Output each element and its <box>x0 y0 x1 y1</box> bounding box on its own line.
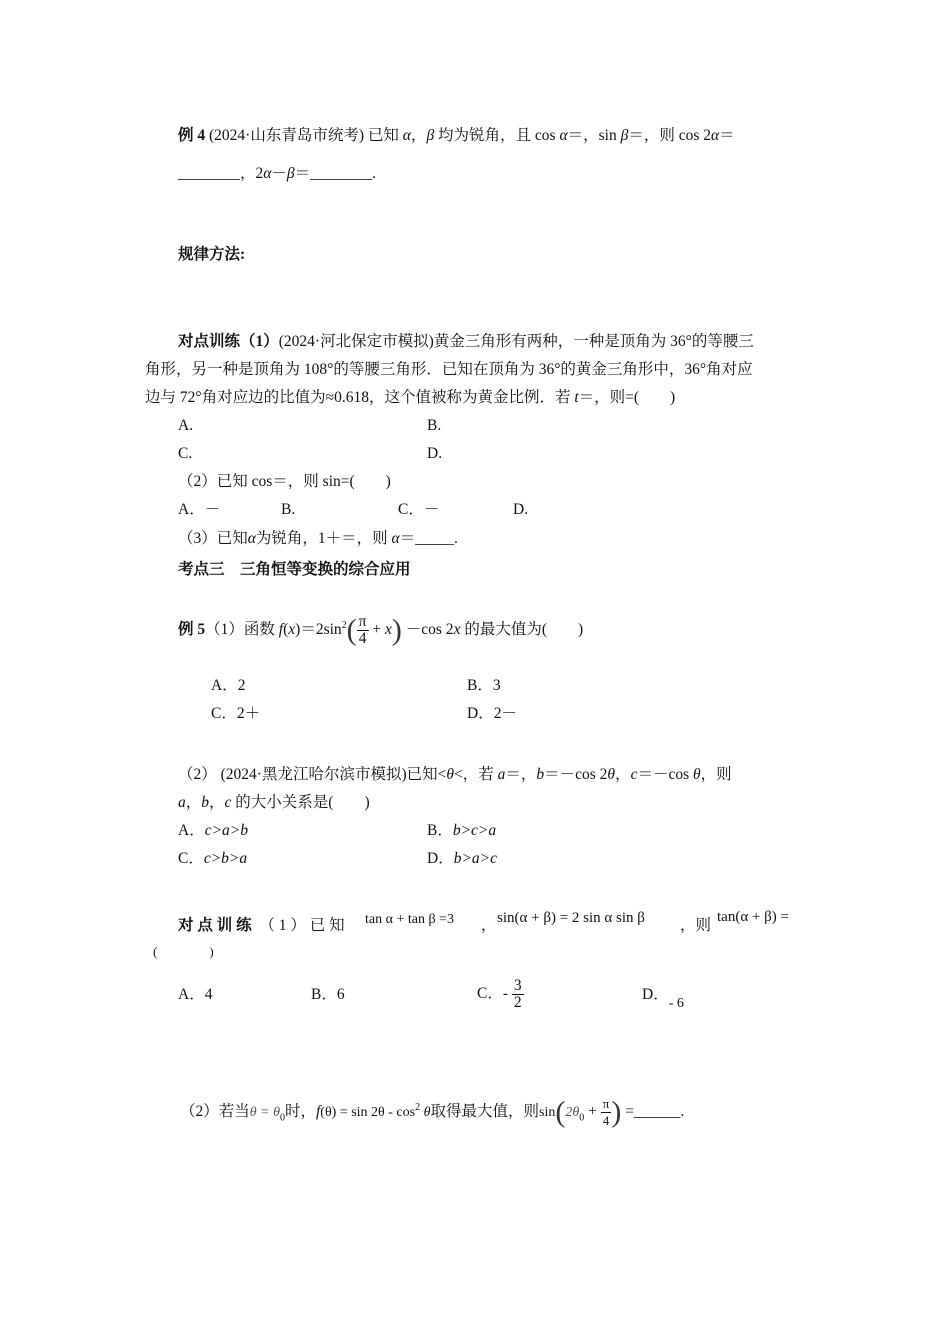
fraction-3-over-2 <box>512 978 524 1011</box>
option-letter: B． <box>427 822 453 839</box>
source-tag: (2024·山东青岛市统考) <box>209 127 365 144</box>
var-f: f <box>278 621 284 639</box>
ex5-option-d[interactable]: D．2－ <box>467 705 517 722</box>
text: . <box>372 165 377 182</box>
denominator: 2 <box>513 993 522 1011</box>
training-1-line-1 <box>178 332 754 352</box>
option-letter: C． <box>178 850 204 867</box>
left-paren: ( <box>555 1095 566 1129</box>
text: － <box>271 165 287 182</box>
text: ＝ <box>399 530 416 547</box>
var-alpha: α <box>559 127 568 144</box>
subscript: 0 <box>279 1112 285 1124</box>
var-theta: θ <box>693 766 701 783</box>
superscript: 2 <box>341 620 347 631</box>
training-label: 对 点 训 练 <box>178 917 252 934</box>
var-a: a <box>497 766 506 783</box>
var-f: f <box>315 1103 321 1121</box>
var-theta: 2θ <box>565 1105 580 1121</box>
right-paren: ) <box>391 613 402 647</box>
superscript: 2 <box>415 1102 421 1113</box>
text: <，若 <box>453 766 498 783</box>
answer-paren: ( ) <box>153 944 214 959</box>
training-2-label-line <box>178 916 345 936</box>
option-letter: C． <box>477 985 503 1002</box>
q2-option-b[interactable]: B. <box>281 501 296 518</box>
ex5-option-c[interactable]: C．2＋ <box>211 705 261 722</box>
var-alpha: α <box>391 530 400 547</box>
option-value: b>a>c <box>453 850 498 867</box>
text: 的大小关系是( ) <box>235 794 370 811</box>
var-x: x <box>288 621 296 639</box>
text: ＝，sin <box>567 127 621 144</box>
var-beta: β <box>426 127 435 144</box>
var-alpha: α <box>263 165 272 182</box>
example-label: 例 5 <box>178 621 206 639</box>
option-value: c>a>b <box>204 822 249 839</box>
var-alpha: α <box>247 530 256 547</box>
var-theta: θ <box>446 766 454 783</box>
text: 边与 72°角对应边的比值为≈0.618，这个值被称为黄金比例．若 <box>145 389 575 406</box>
option-d[interactable]: D. <box>427 445 443 462</box>
var-alpha: α <box>710 127 720 144</box>
text: （1）函数 <box>205 621 279 639</box>
var-x: x <box>385 621 392 639</box>
q2-option-c[interactable]: C．－ <box>398 501 440 518</box>
minus: - <box>502 985 509 1002</box>
tr2-option-a[interactable]: A．4 <box>178 986 213 1003</box>
training-1-q3 <box>178 529 458 549</box>
text: （2）若当 <box>180 1103 250 1121</box>
var-theta: θ <box>607 766 616 783</box>
example-5-q2-line-2: a，b，c 的大小关系是( ) <box>178 794 370 811</box>
right-paren: ) <box>611 1095 622 1129</box>
plus: + <box>584 1103 601 1121</box>
method-heading: 规律方法: <box>178 246 246 263</box>
sin-func: sin <box>539 1105 556 1121</box>
training-label: 对点训练（1） <box>178 333 279 350</box>
option-value: - 6 <box>668 996 684 1011</box>
ex5-q2-option-b[interactable] <box>427 821 496 841</box>
numerator: π <box>358 613 367 631</box>
q2-option-a[interactable]: A．－ <box>178 501 221 518</box>
equation-tan-sum: tan α + tan β =3 <box>365 912 454 927</box>
example-5-q1: 例 5（1）函数 $f(x)=2\sin^2$( $\frac{\pi}{4}$ + x) －cos 2x 的最大值为( ) <box>178 613 584 648</box>
answer-blank[interactable]: ______ <box>633 1103 681 1121</box>
var-t: t <box>574 389 579 406</box>
text: 已知 <box>364 127 403 144</box>
text: －cos 2 <box>405 621 454 639</box>
text-comma: ， <box>481 917 497 934</box>
plus: + <box>372 621 382 639</box>
var-b: b <box>201 794 210 811</box>
left-paren: ( <box>346 613 357 647</box>
option-value: b>c>a <box>452 822 497 839</box>
equation: θ = θ <box>249 1105 280 1121</box>
text: （3）已知 <box>178 530 248 547</box>
ex5-q2-option-d[interactable] <box>427 849 497 869</box>
text: ， <box>410 127 427 144</box>
text: 为锐角，1＋＝，则 <box>255 530 392 547</box>
example-4-line-2 <box>178 164 376 184</box>
training-1-q2: （2）已知 cos＝，则 sin=( ) <box>178 473 391 490</box>
text: ＝ <box>719 127 735 144</box>
var-beta: β <box>286 165 295 182</box>
text: ＝，则=( ) <box>578 389 676 406</box>
text: (2024·河北保定市模拟)黄金三角形有两种，一种是顶角为 36°的等腰三 <box>278 333 754 350</box>
numerator: 3 <box>513 976 522 994</box>
answer-blank[interactable]: ________ <box>178 165 240 182</box>
option-b[interactable]: B. <box>427 417 442 434</box>
training-2-q2 <box>180 1088 684 1128</box>
text: ＝－cos 2 <box>544 766 608 783</box>
text: 均为锐角，且 cos <box>434 127 560 144</box>
tr2-option-b[interactable]: B．6 <box>311 986 345 1003</box>
ex5-q2-option-a[interactable] <box>178 821 248 841</box>
text: ， <box>615 766 631 783</box>
tr2-option-c[interactable] <box>477 974 524 1014</box>
answer-blank[interactable]: ________ <box>310 165 373 182</box>
var-b: b <box>536 766 545 783</box>
text: ，则 <box>700 766 732 783</box>
text: . <box>453 530 458 547</box>
denominator: 4 <box>602 1113 610 1129</box>
denominator: 4 <box>358 630 367 648</box>
var-beta: β <box>620 127 629 144</box>
text: ＝ <box>294 165 311 182</box>
training-1-line-2: 角形，另一种是顶角为 108°的等腰三角形．已知在顶角为 36°的黄金三角形中，36°角对应 <box>145 361 753 378</box>
option-value: c>b>a <box>203 850 248 867</box>
subscript: 0 <box>579 1112 585 1124</box>
training-1-line-3 <box>145 388 675 408</box>
var-c: c <box>224 794 232 811</box>
equation-tan-of-sum: tan(α + β) = <box>717 909 789 925</box>
text: （ 1 ） 已 知 <box>267 917 345 934</box>
example-4-line-1 <box>178 126 735 146</box>
text: 时， <box>284 1103 316 1121</box>
text: 取得最大值，则 <box>430 1103 539 1121</box>
ex5-option-a[interactable]: A．2 <box>211 677 246 694</box>
var-alpha: α <box>402 127 411 144</box>
tr2-option-d[interactable] <box>642 985 684 1011</box>
option-a[interactable]: A. <box>178 417 194 434</box>
example-5-q2-line-1 <box>178 765 732 785</box>
var-x: x <box>453 621 461 639</box>
ex5-q2-option-c[interactable] <box>178 849 247 869</box>
text: 则 <box>695 917 712 934</box>
q2-option-d[interactable]: D. <box>513 501 529 518</box>
section-title: 考点三 三角恒等变换的综合应用 <box>178 561 411 578</box>
option-c[interactable]: C. <box>178 445 193 462</box>
text: （2） (2024·黑龙江哈尔滨市模拟)已知< <box>178 766 447 783</box>
text: ＝－cos <box>637 766 693 783</box>
text: ＝， <box>505 766 537 783</box>
fraction-pi-over-4 <box>357 614 369 647</box>
numerator: π <box>602 1096 610 1112</box>
equals: = <box>625 1103 634 1121</box>
text: 的最大值为( ) <box>460 621 584 639</box>
option-letter: D． <box>427 850 454 867</box>
text: . <box>680 1103 685 1121</box>
text-then: ，则 <box>680 917 712 934</box>
text: )＝2sin <box>295 621 342 639</box>
var-a: a <box>178 794 186 811</box>
equation: (θ) = sin 2θ - cos <box>320 1105 416 1121</box>
var-theta: θ <box>420 1105 431 1121</box>
option-letter: D． <box>642 986 669 1003</box>
text: ，2 <box>240 165 264 182</box>
fraction-pi-over-4 <box>601 1096 612 1129</box>
equation-sin-sum: sin(α + β) = 2 sin α sin β <box>497 910 645 926</box>
text: ＝，则 cos 2 <box>628 127 711 144</box>
option-letter: A． <box>178 822 205 839</box>
answer-blank[interactable]: _____ <box>415 530 454 547</box>
example-label: 例 4 <box>178 127 206 144</box>
var-c: c <box>630 766 638 783</box>
ex5-option-b[interactable]: B．3 <box>467 677 501 694</box>
